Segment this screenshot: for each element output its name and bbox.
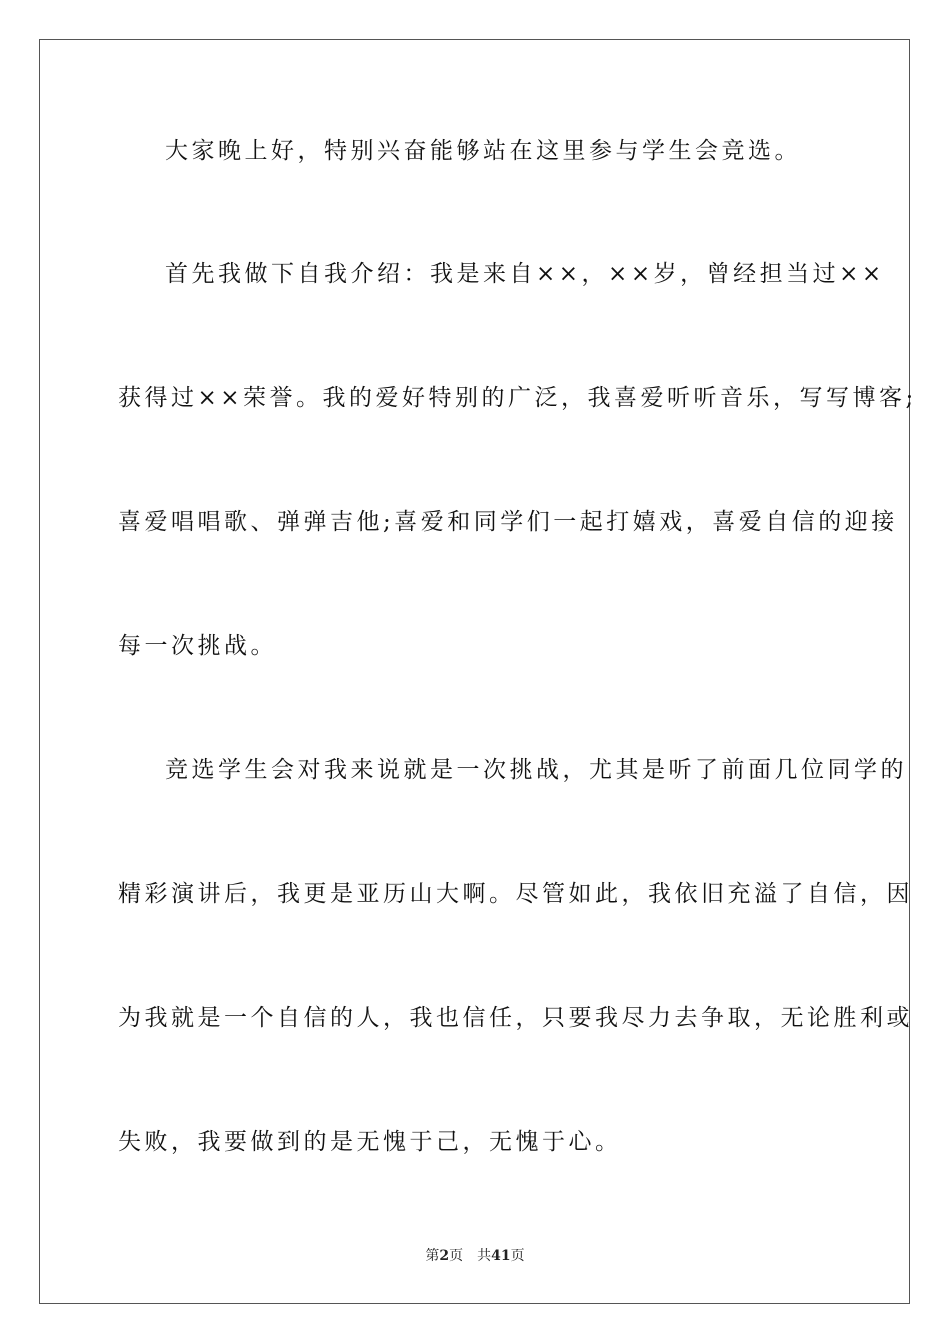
paragraph-1-line-1: 大家晚上好，特别兴奋能够站在这里参与学生会竞选。 bbox=[165, 138, 801, 164]
total-suffix: 页 bbox=[510, 1248, 525, 1264]
paragraph-3-line-3: 为我就是一个自信的人，我也信任，只要我尽力去争取，无论胜利或 bbox=[118, 1005, 913, 1031]
paragraph-3-line-4: 失败，我要做到的是无愧于己，无愧于心。 bbox=[118, 1129, 622, 1155]
total-pages: 41 bbox=[491, 1248, 511, 1264]
paragraph-2-line-3: 喜爱唱唱歌、弹弹吉他;喜爱和同学们一起打嬉戏，喜爱自信的迎接 bbox=[118, 509, 898, 535]
paragraph-3-line-2: 精彩演讲后，我更是亚历山大啊。尽管如此，我依旧充溢了自信，因 bbox=[118, 881, 913, 907]
page-suffix: 页 bbox=[449, 1248, 464, 1264]
paragraph-2-line-4: 每一次挑战。 bbox=[118, 633, 277, 659]
paragraph-2-line-2: 获得过××荣誉。我的爱好特别的广泛，我喜爱听听音乐，写写博客; bbox=[118, 385, 917, 411]
paragraph-3-line-1: 竞选学生会对我来说就是一次挑战，尤其是听了前面几位同学的 bbox=[165, 757, 907, 783]
paragraph-2-line-1: 首先我做下自我介绍：我是来自××，××岁，曾经担当过×× bbox=[165, 261, 885, 287]
page-prefix: 第 bbox=[425, 1248, 440, 1264]
page-border bbox=[39, 39, 910, 1304]
page-number: 2 bbox=[439, 1248, 450, 1264]
page-footer bbox=[0, 1246, 950, 1266]
total-prefix: 共 bbox=[477, 1248, 492, 1264]
